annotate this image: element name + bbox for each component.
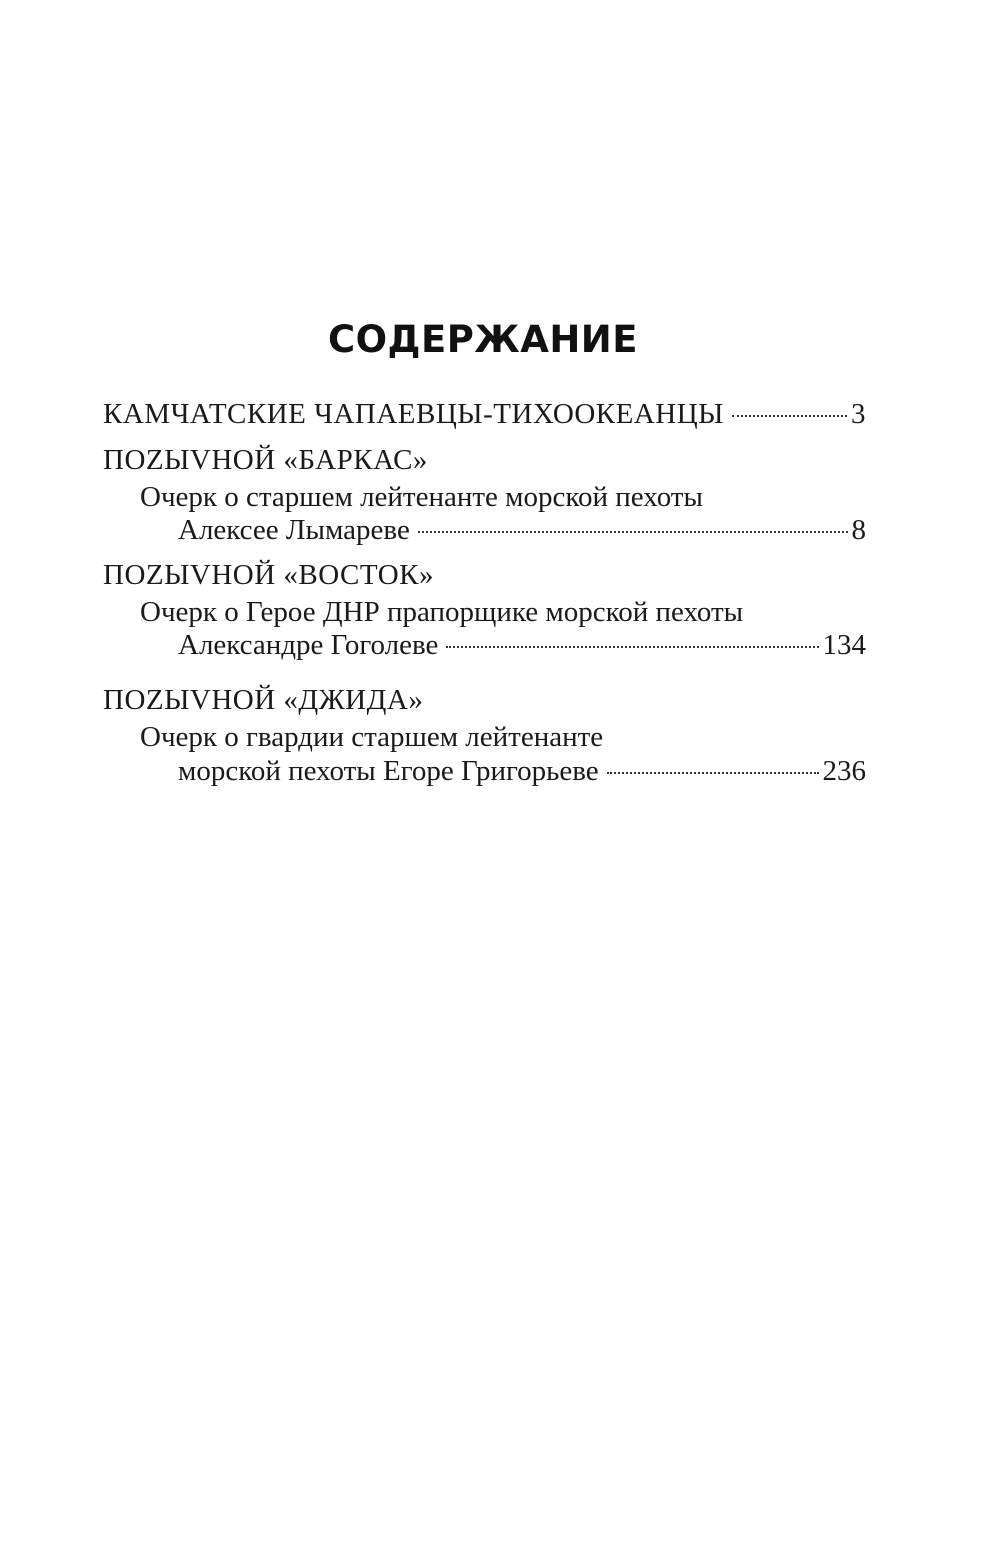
toc-entry-3-title[interactable]: ПОZЫVНОЙ «ВОСТОК»: [103, 559, 435, 591]
toc-entry-1[interactable]: [103, 396, 866, 432]
toc-entry-subtitle-end: морской пехоты Егоре Григорьеве: [178, 755, 599, 787]
dot-leader: [418, 531, 848, 533]
toc-entry-3-subtitle: Очерк о Герое ДНР прапорщике морской пехоты: [140, 596, 744, 628]
toc-page-number: 236: [822, 755, 866, 787]
toc-entry-subtitle-end: Алексее Лымареве: [178, 514, 410, 546]
dot-leader: [446, 646, 818, 648]
toc-entry-title: КАМЧАТСКИЕ ЧАПАЕВЦЫ-ТИХООКЕАНЦЫ: [103, 398, 724, 430]
toc-entry-2-title[interactable]: ПОZЫVНОЙ «БАРКАС»: [103, 444, 428, 476]
dot-leader: [607, 772, 819, 774]
toc-page-number: 134: [822, 629, 866, 661]
toc-page-number: 8: [851, 514, 866, 546]
toc-entry-3[interactable]: [178, 627, 866, 663]
page-title: СОДЕРЖАНИЕ: [327, 318, 639, 361]
toc-entry-4-title[interactable]: ПОZЫVНОЙ «ДЖИДА»: [103, 684, 424, 716]
toc-page-number: 3: [851, 398, 866, 430]
toc-entry-2-subtitle: Очерк о старшем лейтенанте морской пехоты: [140, 481, 703, 513]
toc-entry-4[interactable]: [178, 753, 866, 789]
dot-leader: [732, 415, 847, 417]
toc-entry-4-subtitle: Очерк о гвардии старшем лейтенанте: [140, 721, 604, 753]
toc-entry-subtitle-end: Александре Гоголеве: [178, 629, 439, 661]
toc-entry-2[interactable]: [178, 512, 866, 548]
